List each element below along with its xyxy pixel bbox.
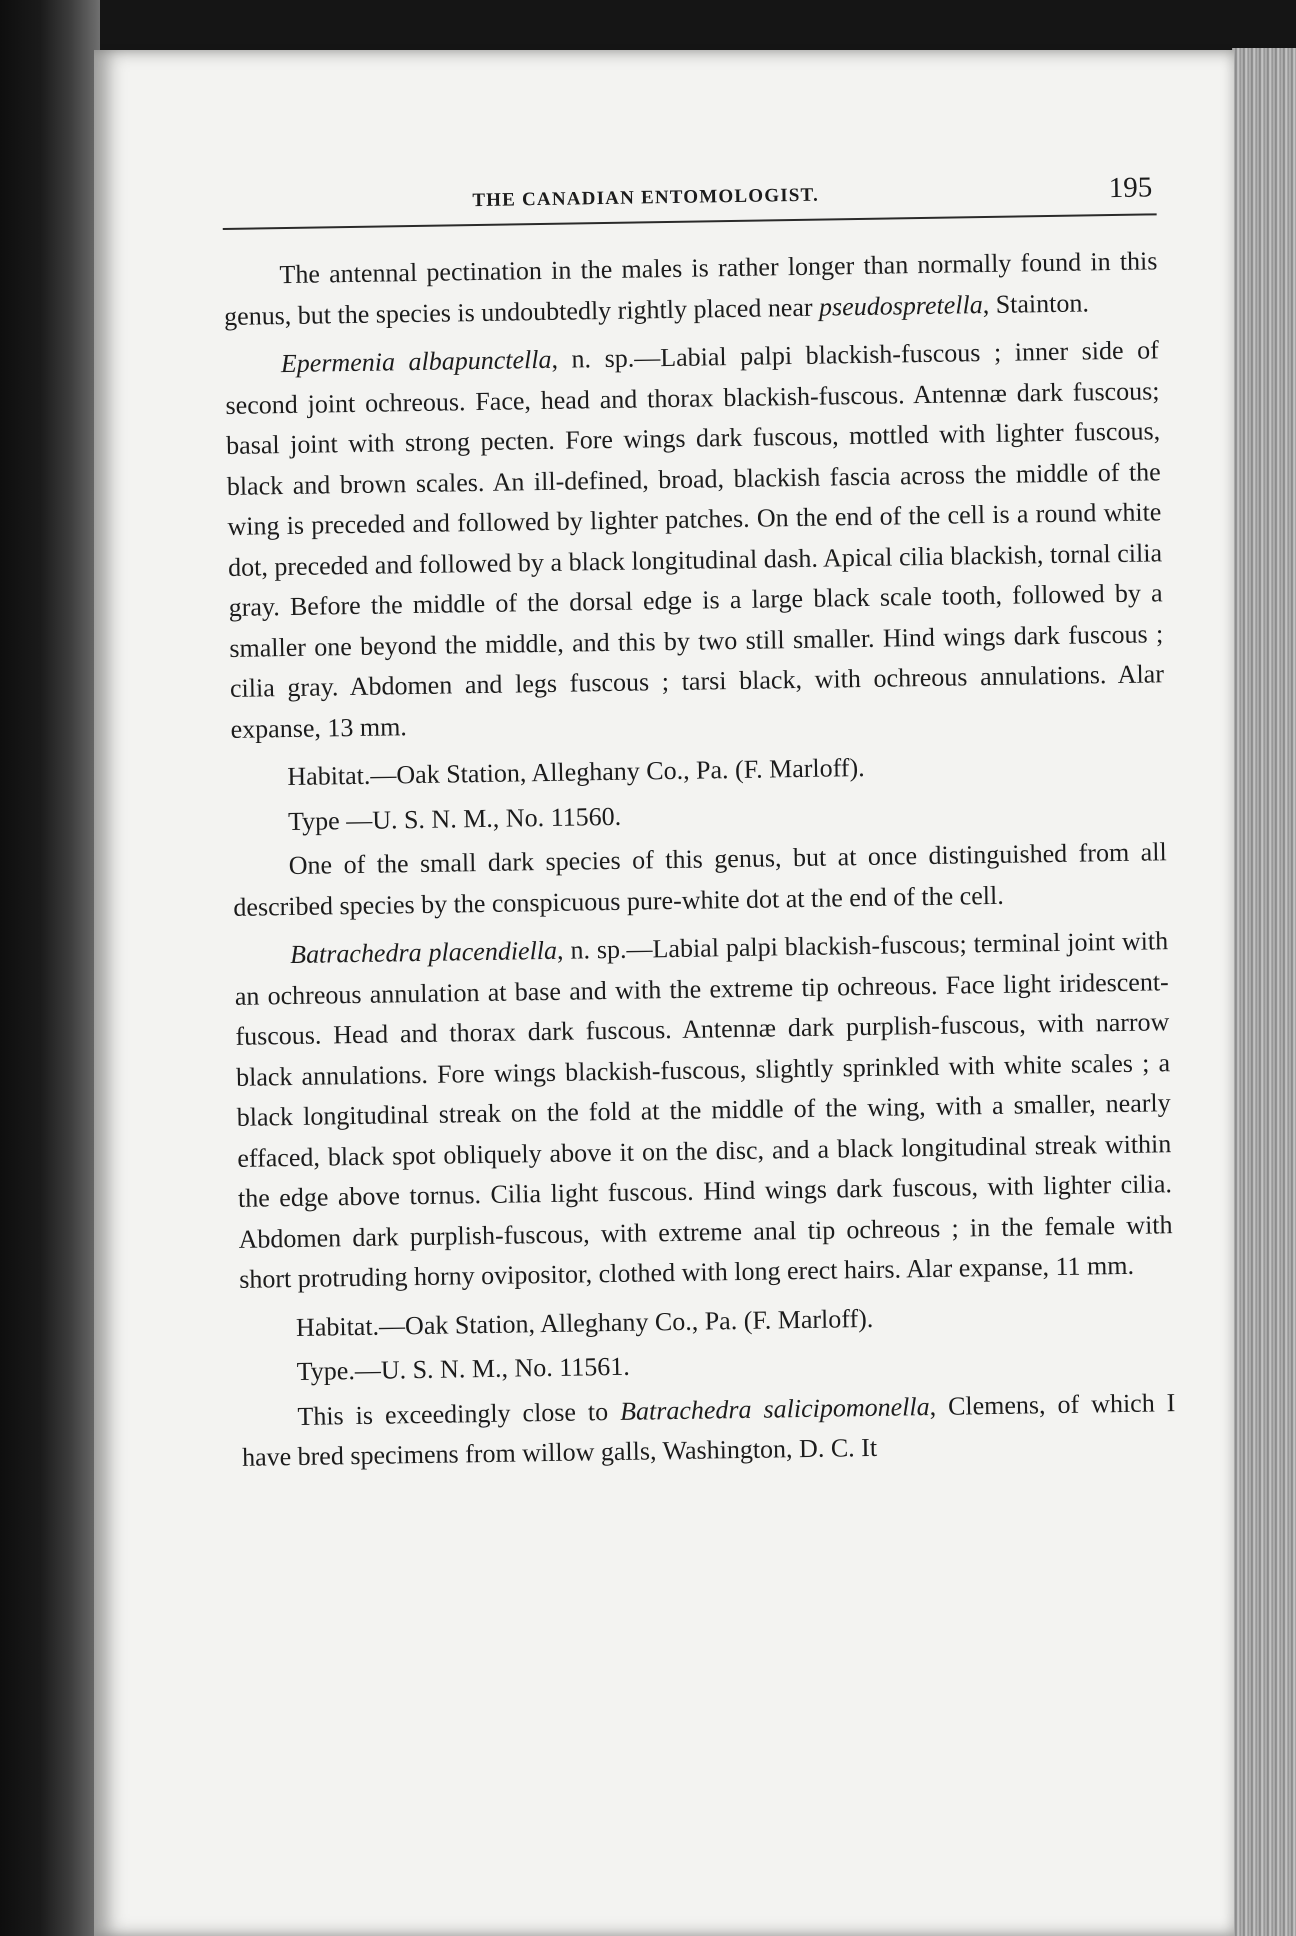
running-header [222,165,1157,230]
paragraph-text: Type.—U. S. N. M., No. 11561. [296,1351,630,1386]
paragraph-tail: , Clemens, of which I have bred specimens from willow galls, Washington, D. C. It [241,1387,1176,1472]
book-page [94,50,1234,1936]
species-name: pseudospretella [818,289,983,322]
page-number: 195 [1108,171,1153,205]
paragraph-epermenia-description [225,330,1165,750]
paragraph-text: This is exceedingly close to [297,1396,621,1431]
species-name: Batrachedra salicipomonella [619,1391,930,1426]
page-edges-stack [1232,48,1296,1936]
paragraph-intro [223,241,1158,337]
paragraph-text: One of the small dark species of this genus, but at once distinguished from all described species by the conspicuous pure-white dot at the end of the cell. [233,837,1167,922]
paragraph-text: Habitat.—Oak Station, Alleghany Co., Pa. (F. Marloff). [287,752,865,792]
paragraph-text: , n. sp.—Labial palpi blackish-fuscous; terminal joint with an ochreous annulation at base and with the extreme tip ochreous. Face light iridescent-fuscous. Head and thorax dark fuscous. Antennæ dark purplish-fuscous, with narrow black annulations. Fore wings blackish-fuscous, slightly sprinkled with white scales ; a black longitudinal streak on the fold at the middle of the wing, with a smaller, nearly effaced, black spot obliquely above it on the disc, and a black longitudinal streak within the edge above tornus. Cilia light fuscous. Hind wings dark fuscous, with lighter cilia. Abdomen dark purplish-fuscous, with extreme anal tip ochreous ; in the female with short protruding horny ovipositor, clothed with long erect hairs. Alar expanse, 11 mm. [234,926,1173,1294]
species-name: Epermenia albapunctella [280,344,552,379]
paragraph-tail: , Stainton. [982,287,1090,319]
running-title: THE CANADIAN ENTOMOLOGIST. [472,184,820,212]
paragraph-remarks [232,832,1167,928]
paragraph-text: , n. sp.—Labial palpi blackish-fuscous ; inner side of second joint ochreous. Face, head and thorax blackish-fuscous. Antennæ dark fuscous; basal joint with strong pecten. Fore wings dark fuscous, mottled with lighter fuscous, black and brown scales. An ill-defined, broad, blackish fascia across the middle of the wing is preceded and followed by lighter patches. On the end of the cell is a round white dot, preceded and followed by a black longitudinal dash. Apical cilia blackish, tornal cilia gray. Before the middle of the dorsal edge is a large black scale tooth, followed by a smaller one beyond the middle, and this by two still smaller. Hind wings dark fuscous ; cilia gray. Abdomen and legs fuscous ; tarsi black, with ochreous annulations. Alar expanse, 13 mm. [225,335,1165,744]
scan-top-border [0,0,1296,44]
paragraph-batrachedra-description [234,921,1174,1300]
paragraph-text: The antennal pectination in the males is rather longer than normally found in this genus, but the species is undoubtedly rightly placed near [223,246,1158,331]
paragraph-comparison [241,1383,1176,1479]
paragraph-text: Type —U. S. N. M., No. 11560. [287,801,622,836]
text-column [222,165,1176,1486]
species-name: Batrachedra placendiella [289,935,558,970]
book-binding-shadow [0,0,100,1936]
paragraph-text: Habitat.—Oak Station, Alleghany Co., Pa. (F. Marloff). [295,1303,874,1342]
